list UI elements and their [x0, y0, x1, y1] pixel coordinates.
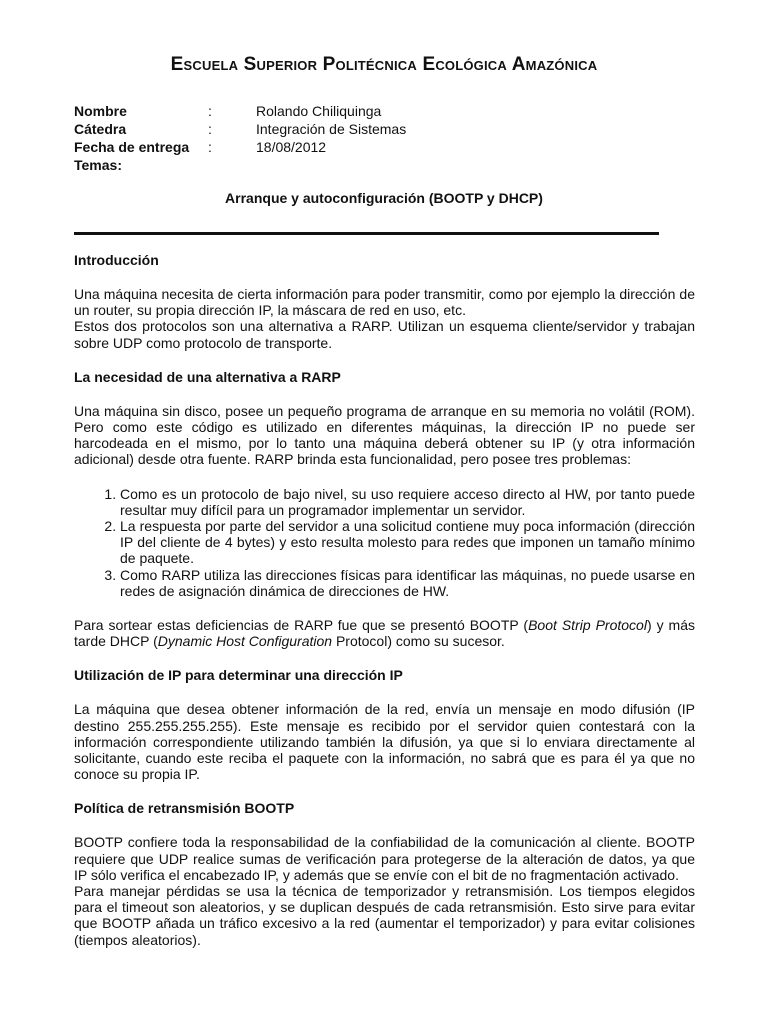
meta-label: Fecha de entrega [74, 139, 190, 155]
meta-colon [208, 156, 256, 174]
meta-label: Temas: [74, 157, 122, 173]
horizontal-rule [74, 232, 659, 235]
list-item: 2. La respuesta por parte del servidor a una solicitud contiene muy poca información (dirección IP del cliente de 4 bytes) y esto resulta molesto para redes que imponen un tamaño mínimo de paquete. [120, 518, 695, 567]
section-heading-ip: Utilización de IP para determinar una dirección IP [74, 667, 403, 684]
italic-term: Boot Strip Protocol [528, 617, 647, 634]
paragraph: Una máquina sin disco, posee un pequeño programa de arranque en su memoria no volátil (ROM). Pero como este código es utilizado en diferentes máquinas, la dirección IP no puede ser harcodeada en el mismo, por lo tanto una máquina deberá obtener su IP (y otra información adicional) desde otra fuente. RARP brinda esta funcionalidad, pero posee tres problemas: [74, 402, 695, 468]
meta-row-catedra [74, 120, 406, 138]
list-item: 1. Como es un protocolo de bajo nivel, su uso requiere acceso directo al HW, por tanto puede resultar muy difícil para un programador implementar un servidor. [120, 486, 695, 518]
meta-value: Rolando Chiliquinga [256, 103, 382, 119]
section-heading-introduccion: Introducción [74, 252, 159, 268]
meta-value: Integración de Sistemas [256, 121, 407, 137]
text-run: Protocol) como su sucesor. [332, 633, 505, 650]
meta-row-nombre [74, 102, 406, 120]
paragraph: Estos dos protocolos son una alternativa a RARP. Utilizan un esquema cliente/servidor y trabajan sobre UDP como protocolo de transporte. [74, 318, 695, 351]
meta-row-fecha [74, 138, 406, 156]
paragraph: La máquina que desea obtener información de la red, envía un mensaje en modo difusión (IP destino 255.255.255.255). Este mensaje es recibido por el servidor quien contestará con la información correspondiente utilizando también la difusión, ya que si lo enviara directamente al solicitante, cuando este reciba el paquete con la información, no sabrá que es para él ya que no conoce su propia IP. [74, 701, 695, 783]
meta-colon: : [208, 139, 212, 155]
section-heading-bootp: Política de retransmisión BOOTP [74, 800, 295, 817]
italic-term: Dynamic Host Configuration [157, 633, 333, 650]
meta-block [74, 102, 406, 174]
text-run: ) y más tarde DHCP ( [74, 617, 695, 650]
paragraph: BOOTP confiere toda la responsabilidad de la confiabilidad de la comunicación al cliente. BOOTP requiere que UDP realice sumas de verificación para protegerse de la alteración de datos, ya que IP sólo verifica el encabezado IP, y además que se envíe con el bit de no fragmentación activado. [74, 834, 695, 883]
text-run: Para sortear estas deficiencias de RARP fue que se presentó BOOTP ( [74, 617, 529, 634]
school-title: Escuela Superior Politécnica Ecológica Amazónica [170, 54, 598, 75]
section-heading-rarp: La necesidad de una alternativa a RARP [74, 368, 341, 385]
meta-label: Nombre [74, 103, 127, 119]
meta-value: 18/08/2012 [256, 139, 327, 155]
paragraph: Para manejar pérdidas se usa la técnica de temporizador y retransmisión. Los tiempos elegidos para el timeout son aleatorios, y se duplican después de cada retransmisión. Esto sirve para evitar que BOOTP añada un tráfico excesivo a la red (aumentar el temporizador) y para evitar colisiones (tiempos aleatorios). [74, 883, 695, 948]
paragraph: Una máquina necesita de cierta información para poder transmitir, como por ejemplo la dirección de un router, su propia dirección IP, la máscara de red en uso, etc. [74, 286, 695, 319]
meta-colon: : [208, 103, 212, 119]
meta-colon: : [208, 121, 212, 137]
document-body [74, 252, 695, 948]
meta-row-temas [74, 156, 406, 174]
problem-list [74, 486, 695, 599]
topic-title: Arranque y autoconfiguración (BOOTP y DHCP) [225, 190, 543, 206]
list-item: 3. Como RARP utiliza las direcciones físicas para identificar las máquinas, no puede usarse en redes de asignación dinámica de direcciones de HW. [120, 567, 695, 599]
meta-label: Cátedra [74, 121, 127, 137]
paragraph [74, 617, 695, 649]
